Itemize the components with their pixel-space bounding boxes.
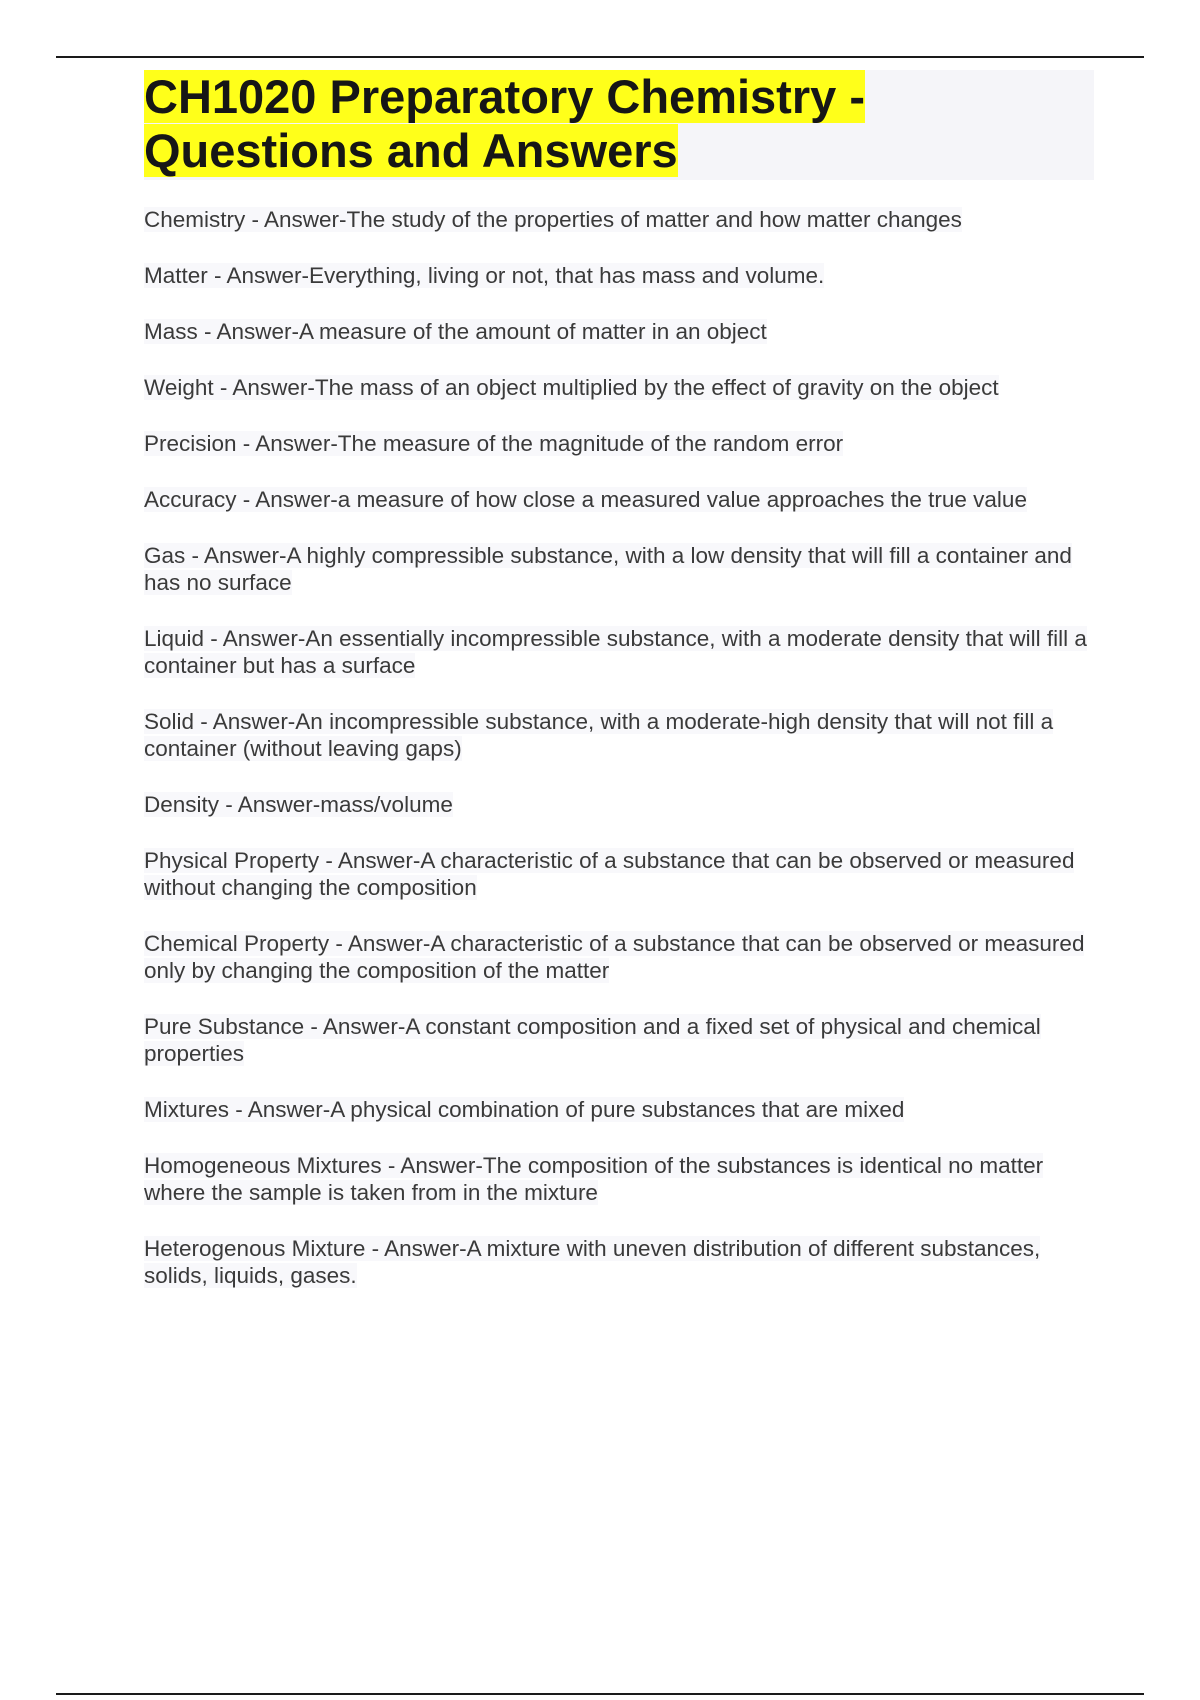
document-body <box>144 70 1094 1318</box>
qa-entry-mass: Mass - Answer-A measure of the amount of matter in an object <box>144 319 767 344</box>
qa-entry-mixtures: Mixtures - Answer-A physical combination of pure substances that are mixed <box>144 1097 905 1122</box>
bottom-rule <box>56 1693 1144 1695</box>
qa-entry-precision: Precision - Answer-The measure of the magnitude of the random error <box>144 431 844 456</box>
qa-entry-matter: Matter - Answer-Everything, living or not, that has mass and volume. <box>144 263 825 288</box>
qa-entry-density: Density - Answer-mass/volume <box>144 792 453 817</box>
title-line-1: CH1020 Preparatory Chemistry - <box>144 70 865 123</box>
qa-entry-gas: Gas - Answer-A highly compressible substance, with a low density that will fill a container and has no surface <box>144 543 1072 595</box>
qa-entry-homogeneous-mixtures: Homogeneous Mixtures - Answer-The composition of the substances is identical no matter where the sample is taken from in the mixture <box>144 1153 1044 1205</box>
page-title <box>144 70 1094 178</box>
qa-entry-accuracy: Accuracy - Answer-a measure of how close a measured value approaches the true value <box>144 487 1027 512</box>
qa-entry-heterogenous-mixture: Heterogenous Mixture - Answer-A mixture with uneven distribution of different substances, solids, liquids, gases. <box>144 1236 1041 1288</box>
top-rule <box>56 56 1144 58</box>
qa-entry-solid: Solid - Answer-An incompressible substance, with a moderate-high density that will not fill a container (without leaving gaps) <box>144 709 1054 761</box>
qa-entry-chemical-property: Chemical Property - Answer-A characteristic of a substance that can be observed or measured only by changing the composition of the matter <box>144 931 1085 983</box>
qa-entry-weight: Weight - Answer-The mass of an object multiplied by the effect of gravity on the object <box>144 375 999 400</box>
qa-entry-pure-substance: Pure Substance - Answer-A constant composition and a fixed set of physical and chemical properties <box>144 1014 1041 1066</box>
qa-entry-physical-property: Physical Property - Answer-A characteristic of a substance that can be observed or measured without changing the composition <box>144 848 1075 900</box>
qa-entry-chemistry: Chemistry - Answer-The study of the properties of matter and how matter changes <box>144 207 962 232</box>
qa-entry-liquid: Liquid - Answer-An essentially incompressible substance, with a moderate density that will fill a container but has a surface <box>144 626 1087 678</box>
qa-list <box>144 206 1094 1289</box>
title-line-2: Questions and Answers <box>144 124 678 177</box>
title-block <box>144 70 1094 180</box>
